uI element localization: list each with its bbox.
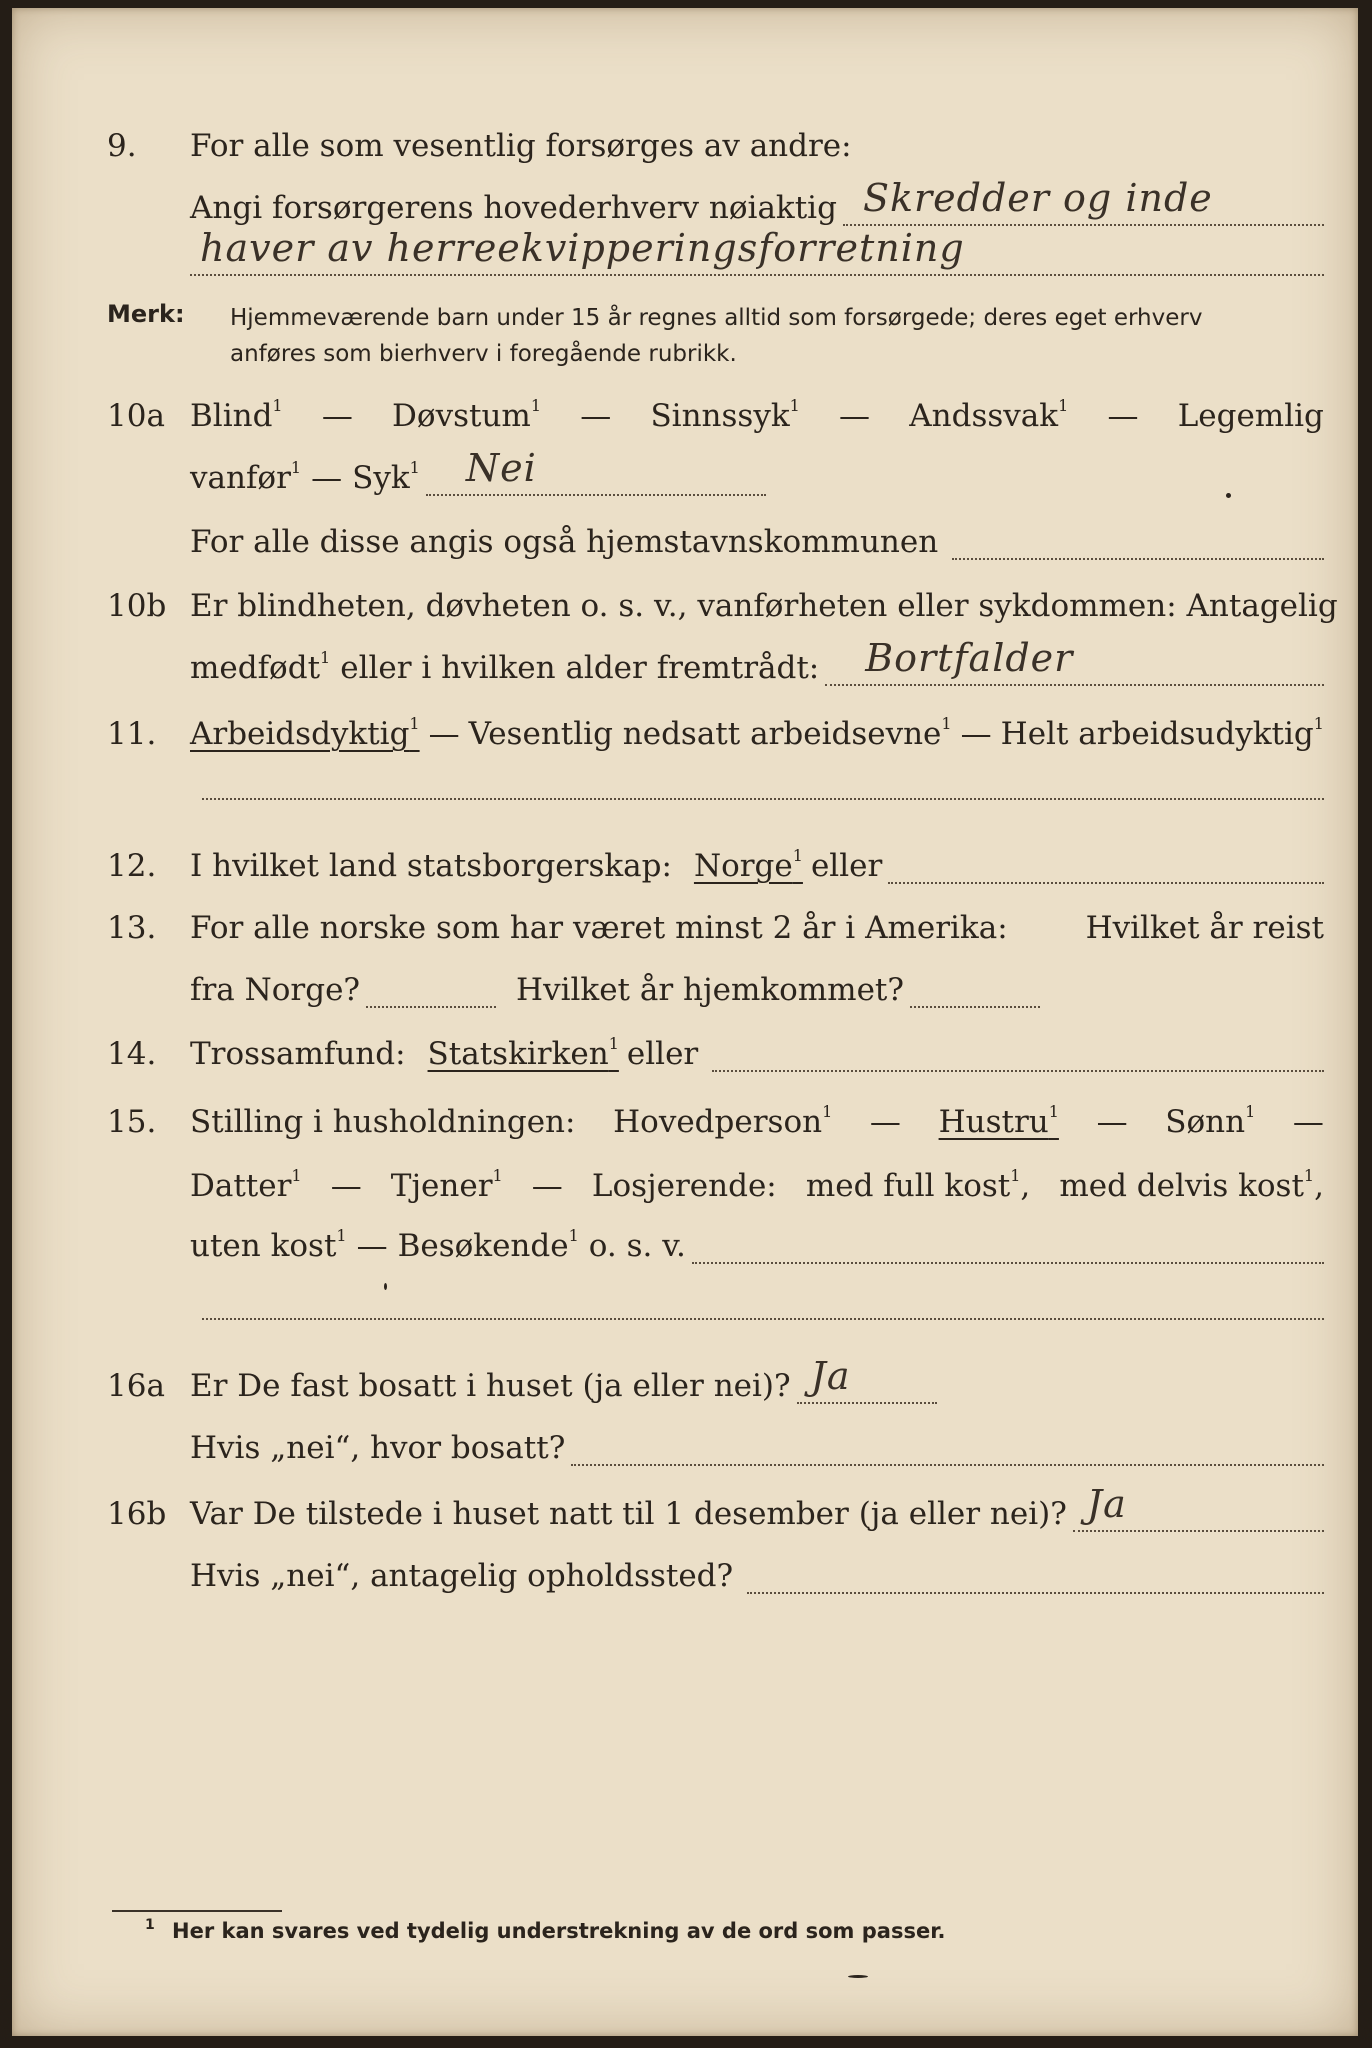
- question-number: 13.: [107, 910, 157, 946]
- separator: —: [869, 1104, 901, 1140]
- question-number: 16b: [107, 1496, 167, 1532]
- handwritten-answer: Ja: [1086, 1482, 1127, 1526]
- answer-field-hjemkommet[interactable]: [910, 980, 1040, 1008]
- question-text: [190, 636, 1324, 686]
- answer-field-10a[interactable]: [426, 446, 766, 496]
- question-10a-line-1: [12, 392, 1358, 442]
- option-datter[interactable]: Datter$^1$: [190, 1166, 302, 1204]
- question-13-line-2: [12, 966, 1358, 1016]
- question-text: [190, 1168, 1324, 1204]
- question-15-line-3: [12, 1222, 1358, 1272]
- handwritten-answer: Ja: [810, 1354, 851, 1398]
- separator: —: [1292, 1104, 1324, 1140]
- answer-field-15-continued[interactable]: [202, 1318, 1324, 1320]
- question-text: [190, 972, 1324, 1008]
- answer-field-hjemstavn[interactable]: [952, 532, 1324, 560]
- question-15-line-1: [12, 1098, 1358, 1148]
- separator: —: [356, 1228, 388, 1264]
- option-arbeidsdyktig[interactable]: Arbeidsdyktig$^1$: [190, 714, 420, 752]
- ink-speck: [384, 1283, 387, 1290]
- question-text-line: Angi forsørgerens hovederhverv nøiaktig: [190, 190, 837, 226]
- question-text-line: I hvilket land statsborgerskap:: [190, 848, 672, 884]
- question-text: [190, 1558, 1324, 1594]
- option-tjener[interactable]: Tjener$^1$: [390, 1166, 503, 1204]
- question-16b-line-2: [12, 1552, 1358, 1602]
- question-text-line: o. s. v.: [588, 1228, 686, 1264]
- option-legemlig[interactable]: Legemlig: [1177, 398, 1324, 434]
- question-text: [190, 398, 1324, 434]
- question-text-line: Stilling i husholdningen:: [190, 1104, 576, 1140]
- question-text: [190, 1228, 1324, 1264]
- separator: —: [531, 1168, 563, 1204]
- question-11-line-1: [12, 710, 1358, 760]
- question-text: [190, 1430, 1324, 1466]
- footnote-rule: [112, 1910, 282, 1912]
- answer-field-15[interactable]: [692, 1236, 1324, 1264]
- question-number: 15.: [107, 1104, 157, 1140]
- question-text-line: Trossamfund:: [190, 1036, 406, 1072]
- option-uten-kost[interactable]: uten kost$^1$: [190, 1226, 347, 1264]
- separator: —: [1096, 1104, 1128, 1140]
- option-hovedperson[interactable]: Hovedperson$^1$: [613, 1102, 833, 1140]
- question-number: 9.: [107, 128, 137, 164]
- question-text-line: Losjerende:: [591, 1168, 777, 1204]
- question-text-line: For alle disse angis også hjemstavnskommunen: [190, 524, 939, 560]
- question-text: [190, 588, 1338, 624]
- ink-speck: [848, 1975, 868, 1978]
- answer-field-16a[interactable]: [797, 1354, 937, 1404]
- question-text-line: Hvilket år reist: [1085, 910, 1324, 946]
- question-16a-line-2: [12, 1424, 1358, 1474]
- separator: —: [1107, 398, 1139, 434]
- answer-field-11[interactable]: [202, 798, 1324, 800]
- note-label: Merk:: [107, 300, 185, 328]
- answer-field-16a-bosatt[interactable]: [571, 1438, 1324, 1466]
- question-text: [190, 910, 1324, 946]
- footnote-marker: 1: [145, 1917, 155, 1933]
- question-text: [190, 128, 1324, 164]
- question-15-line-2: [12, 1162, 1358, 1212]
- option-andssvak[interactable]: Andssvak$^1$: [909, 396, 1069, 434]
- question-text-line: eller i hvilken alder fremtrådt:: [340, 650, 820, 686]
- question-10a-line-3: [12, 518, 1358, 568]
- question-text: [190, 716, 1324, 752]
- question-text: [190, 848, 1324, 884]
- footnote-text: Her kan svares ved tydelig understrekning av de ord som passer.: [172, 1919, 946, 1943]
- option-besokende[interactable]: Besøkende$^1$: [397, 1226, 579, 1264]
- question-text-line: For alle som vesentlig forsørges av andre:: [190, 128, 852, 164]
- question-text-line: Hvis „nei“, hvor bosatt?: [190, 1430, 566, 1466]
- question-text-line: fra Norge?: [190, 972, 361, 1008]
- question-10a-line-2: [12, 446, 1358, 504]
- handwritten-answer: Skredder og inde: [862, 176, 1213, 220]
- option-blind[interactable]: Blind$^1$: [190, 396, 283, 434]
- question-text-line: eller: [626, 1036, 699, 1072]
- handwritten-answer: haver av herreekvipperingsforretning: [200, 226, 965, 270]
- question-text-line: Hvilket år hjemkommet?: [516, 972, 905, 1008]
- separator: —: [580, 398, 612, 434]
- separator: —: [311, 460, 343, 496]
- question-text-line: For alle norske som har været minst 2 år i Amerika:: [190, 910, 1008, 946]
- separator: —: [330, 1168, 362, 1204]
- option-sonn[interactable]: Sønn$^1$: [1165, 1102, 1256, 1140]
- question-13-line-1: [12, 904, 1358, 954]
- separator: —: [839, 398, 871, 434]
- question-number: 10a: [107, 398, 165, 434]
- question-text-line: eller: [810, 848, 883, 884]
- question-number: 16a: [107, 1368, 165, 1404]
- question-text-line: Hvis „nei“, antagelig opholdssted?: [190, 1558, 734, 1594]
- question-14: [12, 1030, 1358, 1080]
- question-text: [190, 524, 1324, 560]
- answer-field-12[interactable]: [888, 856, 1324, 884]
- question-9-line-3: [12, 226, 1358, 292]
- question-number: 12.: [107, 848, 157, 884]
- separator: —: [428, 716, 460, 752]
- answer-field-10b[interactable]: [825, 636, 1324, 686]
- separator: —: [960, 716, 992, 752]
- option-vanfor[interactable]: vanfør$^1$: [190, 458, 302, 496]
- option-syk[interactable]: Syk$^1$: [352, 458, 420, 496]
- question-12: [12, 842, 1358, 892]
- question-text: [190, 1354, 1324, 1404]
- note-text: Hjemmeværende barn under 15 år regnes alltid som forsørgede; deres eget erhverv anføres som bierhverv i foregående rubrikk.: [230, 305, 1203, 367]
- answer-field-14[interactable]: [712, 1044, 1324, 1072]
- question-text-line: Er blindheten, døvheten o. s. v., vanførheten eller sykdommen: Antagelig: [190, 588, 1338, 624]
- separator: —: [321, 398, 353, 434]
- handwritten-answer: Nei: [465, 446, 537, 490]
- option-medfodt[interactable]: medfødt$^1$: [190, 648, 331, 686]
- question-16b-line-1: [12, 1482, 1358, 1540]
- question-number: 11.: [107, 716, 157, 752]
- option-sinnssyk[interactable]: Sinnssyk$^1$: [650, 396, 800, 434]
- option-statskirken[interactable]: Statskirken$^1$: [427, 1034, 619, 1072]
- answer-field-16b-opphold[interactable]: [747, 1566, 1324, 1594]
- form-page: [12, 8, 1358, 2036]
- question-16a-line-1: [12, 1354, 1358, 1412]
- option-full-kost[interactable]: med full kost$^1$,: [805, 1166, 1031, 1204]
- answer-field-reist[interactable]: [366, 980, 496, 1008]
- question-text: [190, 1104, 1324, 1140]
- question-text: [190, 1036, 1324, 1072]
- question-text: [190, 446, 1324, 496]
- answer-continuation: [190, 226, 1324, 276]
- option-helt-arbeidsudyktig[interactable]: Helt arbeidsudyktig$^1$: [1000, 714, 1324, 752]
- answer-field-9-continued[interactable]: [190, 226, 1324, 276]
- question-10b-line-2: [12, 636, 1358, 694]
- option-dovstum[interactable]: Døvstum$^1$: [392, 396, 541, 434]
- option-hustru[interactable]: Hustru$^1$: [938, 1102, 1059, 1140]
- question-text-line: Er De fast bosatt i huset (ja eller nei)?: [190, 1368, 791, 1404]
- handwritten-answer: Bortfalder: [865, 636, 1074, 680]
- question-text-line: Var De tilstede i huset natt til 1 desember (ja eller nei)?: [190, 1496, 1067, 1532]
- ink-speck: [1226, 493, 1231, 498]
- question-9-line-1: [12, 122, 1358, 172]
- question-text: [190, 176, 1324, 226]
- option-delvis-kost[interactable]: med delvis kost$^1$,: [1059, 1166, 1324, 1204]
- option-vesentlig-nedsatt[interactable]: Vesentlig nedsatt arbeidsevne$^1$: [468, 714, 952, 752]
- option-norge[interactable]: Norge$^1$: [693, 846, 803, 884]
- answer-field-16b[interactable]: [1073, 1482, 1324, 1532]
- question-text: [190, 1482, 1324, 1532]
- answer-field-9[interactable]: [843, 176, 1324, 226]
- question-number: 10b: [107, 588, 167, 624]
- question-number: 14.: [107, 1036, 157, 1072]
- question-10b-line-1: [12, 582, 1358, 632]
